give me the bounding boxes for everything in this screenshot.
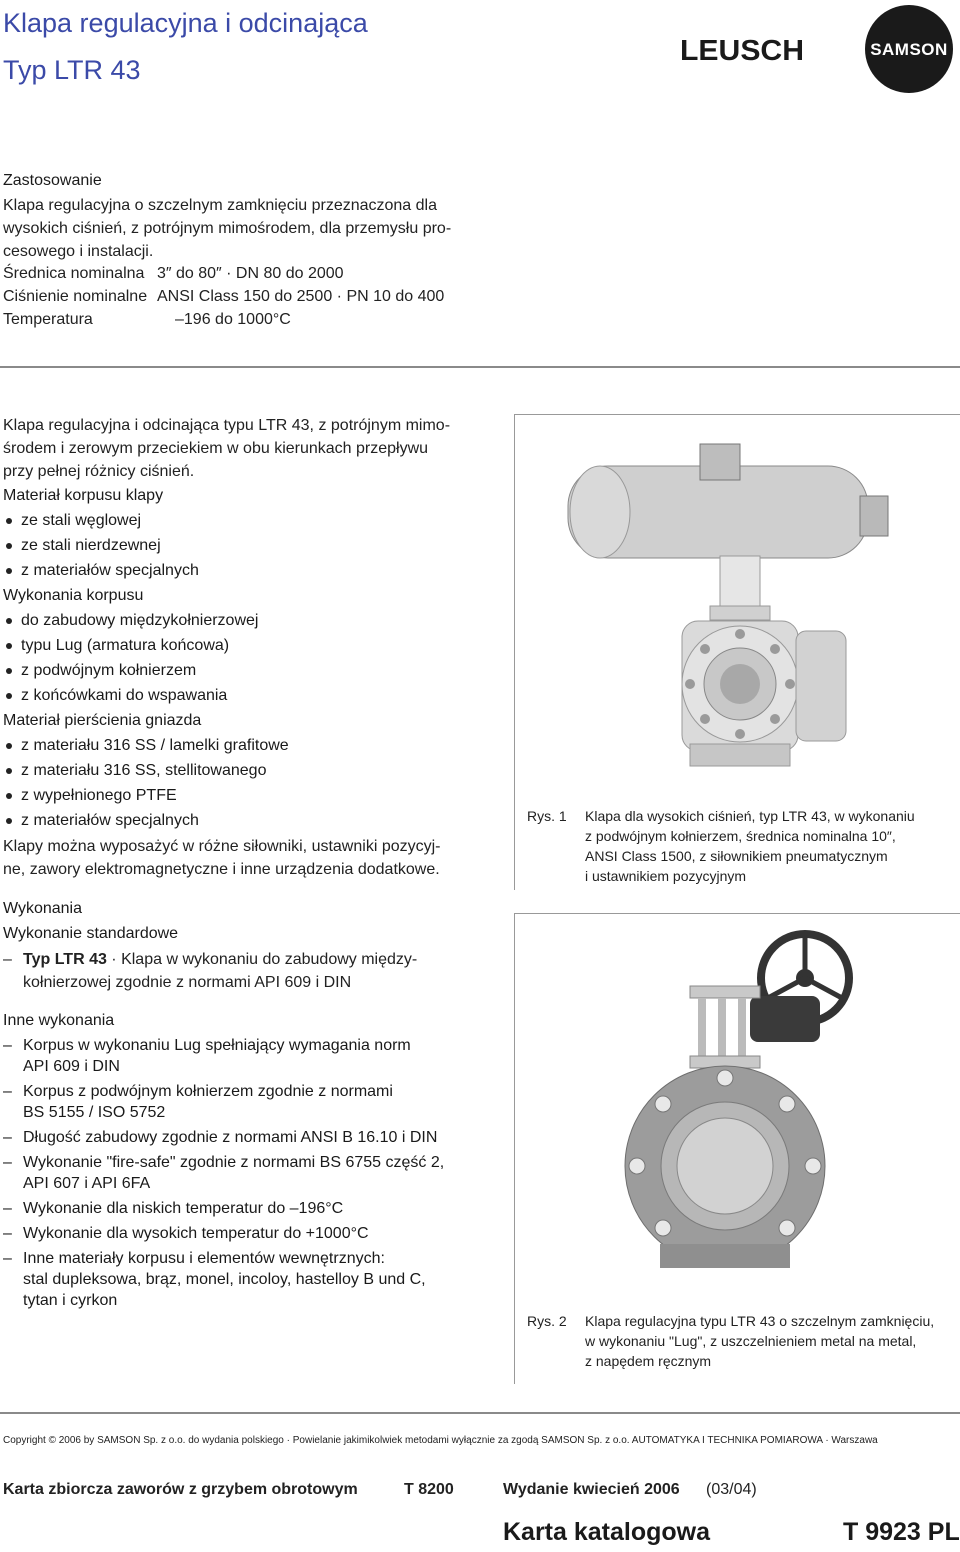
body-material-heading: Materiał korpusu klapy — [3, 487, 164, 504]
list-item: z podwójnym kołnierzem — [3, 658, 503, 683]
edition-date: Wydanie kwiecień 2006 — [503, 1481, 680, 1498]
list-item: – Korpus w wykonaniu Lug spełniający wymagania norm API 609 i DIN — [3, 1035, 503, 1077]
section-divider — [0, 366, 960, 368]
list-item: – Inne materiały korpusu i elementów wewnętrznych: stal dupleksowa, brąz, monel, incoloy, hastelloy B und C, tytan i cyrkon — [3, 1248, 503, 1311]
footer-divider — [0, 1412, 960, 1414]
spec-row — [3, 262, 503, 285]
catalog-code: T 9923 PL — [843, 1518, 960, 1546]
standard-text: · Klapa w wykonaniu do zabudowy między- — [106, 951, 418, 968]
spec-label: Średnica nominalna — [3, 265, 145, 282]
caption-line: w wykonaniu "Lug", z uszczelnieniem metal na metal, — [585, 1333, 917, 1349]
standard-type: Typ LTR 43 — [23, 951, 107, 968]
list-item: – Długość zabudowy zgodnie z normami ANSI B 16.10 i DIN — [3, 1127, 503, 1148]
body-versions-heading: Wykonania korpusu — [3, 587, 144, 604]
catalog-label: Karta katalogowa — [503, 1518, 711, 1546]
spec-row — [3, 308, 503, 331]
list-item: – Korpus z podwójnym kołnierzem zgodnie z normami BS 5155 / ISO 5752 — [3, 1081, 503, 1123]
svg-text:LEUSCH: LEUSCH — [680, 35, 804, 64]
caption-line: i ustawnikiem pozycyjnym — [585, 868, 747, 884]
manual-valve-image — [620, 926, 870, 1276]
spec-value: –196 do 1000°C — [175, 311, 291, 328]
list-item: z materiałów specjalnych — [3, 558, 503, 583]
list-item: typu Lug (armatura końcowa) — [3, 633, 503, 658]
leusch-logo — [680, 34, 806, 64]
figure-2-caption — [527, 1311, 957, 1371]
body-material-list — [3, 508, 503, 583]
copyright-notice: Copyright © 2006 by SAMSON Sp. z o.o. do wydania polskiego · Powielanie jakimikolwiek metodami wyłącznie za zgodą SAMSON Sp. z o.o. AUTOMATYKA I TECHNIKA POMIAROWA · Warszawa — [3, 1435, 878, 1446]
standard-text: kołnierzowej zgodnie z normami API 609 i DIN — [23, 974, 352, 991]
versions-section — [3, 896, 503, 1315]
caption-line: ANSI Class 1500, z siłownikiem pneumatycznym — [585, 848, 888, 864]
list-item: z materiału 316 SS, stellitowanego — [3, 758, 503, 783]
caption-line: z podwójnym kołnierzem, średnica nominalna 10″, — [585, 828, 896, 844]
figure-number: Rys. 2 — [527, 1313, 567, 1329]
standard-version-heading: Wykonanie standardowe — [3, 925, 179, 942]
application-heading: Zastosowanie — [3, 172, 102, 189]
list-item: – Wykonanie "fire-safe" zgodnie z normami BS 6755 część 2, API 607 i API 6FA — [3, 1152, 503, 1194]
caption-line: Klapa regulacyjna typu LTR 43 o szczelnym zamknięciu, — [585, 1313, 935, 1329]
samson-logo — [864, 4, 954, 94]
seat-material-list — [3, 733, 503, 833]
spec-value: ANSI Class 150 do 2500 · PN 10 do 400 — [157, 288, 445, 305]
figure-number: Rys. 1 — [527, 808, 567, 824]
figure-1-caption — [527, 806, 957, 886]
standard-version-item — [3, 948, 503, 994]
dash-marker: – — [3, 951, 12, 968]
sheet-label: Karta zbiorcza zaworów z grzybem obrotowym — [3, 1481, 358, 1498]
spec-label: Ciśnienie nominalne — [3, 288, 148, 305]
description-intro — [3, 414, 503, 483]
page-title: Klapa regulacyjna i odcinająca — [3, 8, 368, 38]
list-item: z końcówkami do wspawania — [3, 683, 503, 708]
intro-line: Klapa regulacyjna i odcinająca typu LTR 43, z potrójnym mimo- — [3, 417, 451, 434]
application-line: wysokich ciśnień, z potrójnym mimośrodem, dla przemysłu pro- — [3, 220, 452, 237]
edition-code: (03/04) — [706, 1481, 757, 1498]
application-line: Klapa regulacyjna o szczelnym zamknięciu przeznaczona dla — [3, 197, 437, 214]
svg-text:SAMSON: SAMSON — [870, 40, 948, 59]
list-item: z materiału 316 SS / lamelki grafitowe — [3, 733, 503, 758]
list-item: z wypełnionego PTFE — [3, 783, 503, 808]
list-item: z materiałów specjalnych — [3, 808, 503, 833]
versions-heading: Wykonania — [3, 900, 83, 917]
spec-label: Temperatura — [3, 311, 93, 328]
body-versions-list — [3, 608, 503, 708]
spec-row — [3, 285, 503, 308]
page-subtitle: Typ LTR 43 — [3, 55, 141, 85]
closing-line: ne, zawory elektromagnetyczne i inne urządzenia dodatkowe. — [3, 861, 440, 878]
list-item: – Wykonanie dla niskich temperatur do –196°C — [3, 1198, 503, 1219]
list-item: ze stali węglowej — [3, 508, 503, 533]
intro-line: środem i zerowym przeciekiem w obu kierunkach przepływu — [3, 440, 429, 457]
list-item: – Wykonanie dla wysokich temperatur do +1000°C — [3, 1223, 503, 1244]
caption-line: z napędem ręcznym — [585, 1353, 712, 1369]
description-column — [3, 414, 503, 881]
pneumatic-valve-image — [560, 426, 900, 776]
specs-table — [3, 262, 503, 331]
sheet-code: T 8200 — [404, 1481, 454, 1498]
list-item: do zabudowy międzykołnierzowej — [3, 608, 503, 633]
other-versions-list — [3, 1035, 503, 1311]
list-item: ze stali nierdzewnej — [3, 533, 503, 558]
description-closing — [3, 835, 503, 881]
application-line: cesowego i instalacji. — [3, 243, 154, 260]
caption-line: Klapa dla wysokich ciśnień, typ LTR 43, w wykonaniu — [585, 808, 915, 824]
other-versions-heading: Inne wykonania — [3, 1012, 115, 1029]
spec-value: 3″ do 80″ · DN 80 do 2000 — [157, 265, 344, 282]
seat-material-heading: Materiał pierścienia gniazda — [3, 712, 202, 729]
intro-line: przy pełnej różnicy ciśnień. — [3, 463, 195, 480]
closing-line: Klapy można wyposażyć w różne siłowniki, ustawniki pozycyj- — [3, 838, 441, 855]
